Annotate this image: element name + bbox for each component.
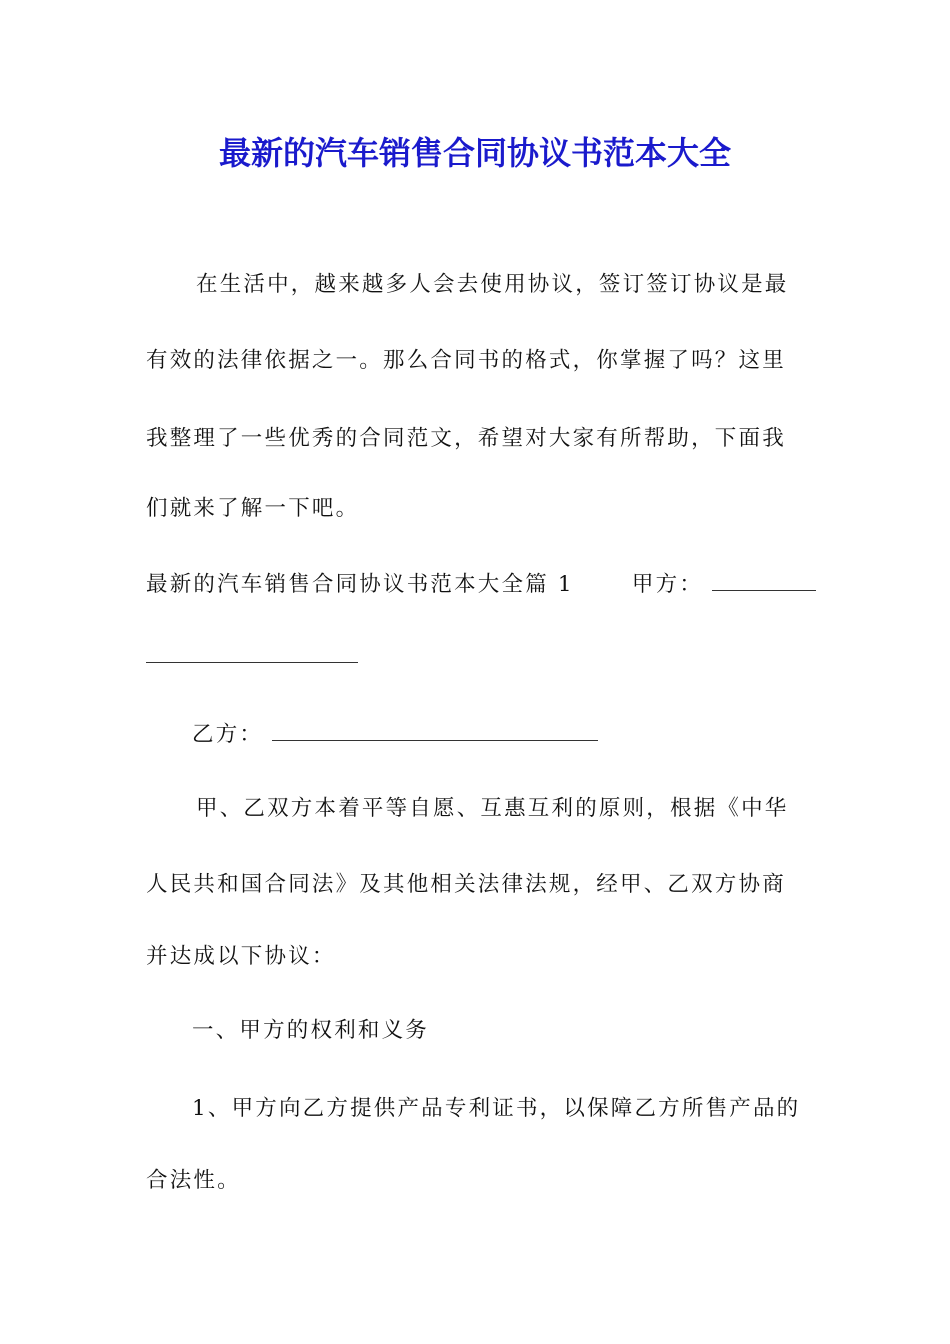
party-a-blank-continued	[146, 642, 358, 663]
section-heading-row	[146, 570, 806, 600]
clause-1-line-2: 合法性。	[146, 1168, 241, 1193]
preamble-line-2: 人民共和国合同法》及其他相关法律法规，经甲、乙双方协商	[146, 872, 786, 897]
party-b-blank	[272, 720, 598, 741]
document-title: 最新的汽车销售合同协议书范本大全	[218, 134, 731, 172]
preamble-line-3: 并达成以下协议：	[146, 944, 336, 969]
intro-line-3: 我整理了一些优秀的合同范文，希望对大家有所帮助，下面我	[146, 426, 786, 451]
party-b-label: 乙方：	[192, 722, 264, 747]
intro-line-4: 们就来了解一下吧。	[146, 496, 360, 521]
intro-line-1: 在生活中，越来越多人会去使用协议，签订签订协议是最	[196, 272, 789, 297]
party-a-blank	[712, 570, 816, 591]
party-b-row	[146, 720, 806, 750]
clause-1-line-1: 1、甲方向乙方提供产品专利证书，以保障乙方所售产品的	[192, 1096, 801, 1121]
party-a-blank-continued-row	[146, 642, 806, 672]
article-1-heading: 一、甲方的权利和义务	[192, 1018, 430, 1043]
party-a-label: 甲方：	[631, 572, 704, 597]
section-heading: 最新的汽车销售合同协议书范本大全篇 1	[146, 572, 574, 597]
intro-line-2: 有效的法律依据之一。那么合同书的格式，你掌握了吗？这里	[146, 348, 786, 373]
preamble-line-1: 甲、乙双方本着平等自愿、互惠互利的原则，根据《中华	[196, 796, 789, 821]
